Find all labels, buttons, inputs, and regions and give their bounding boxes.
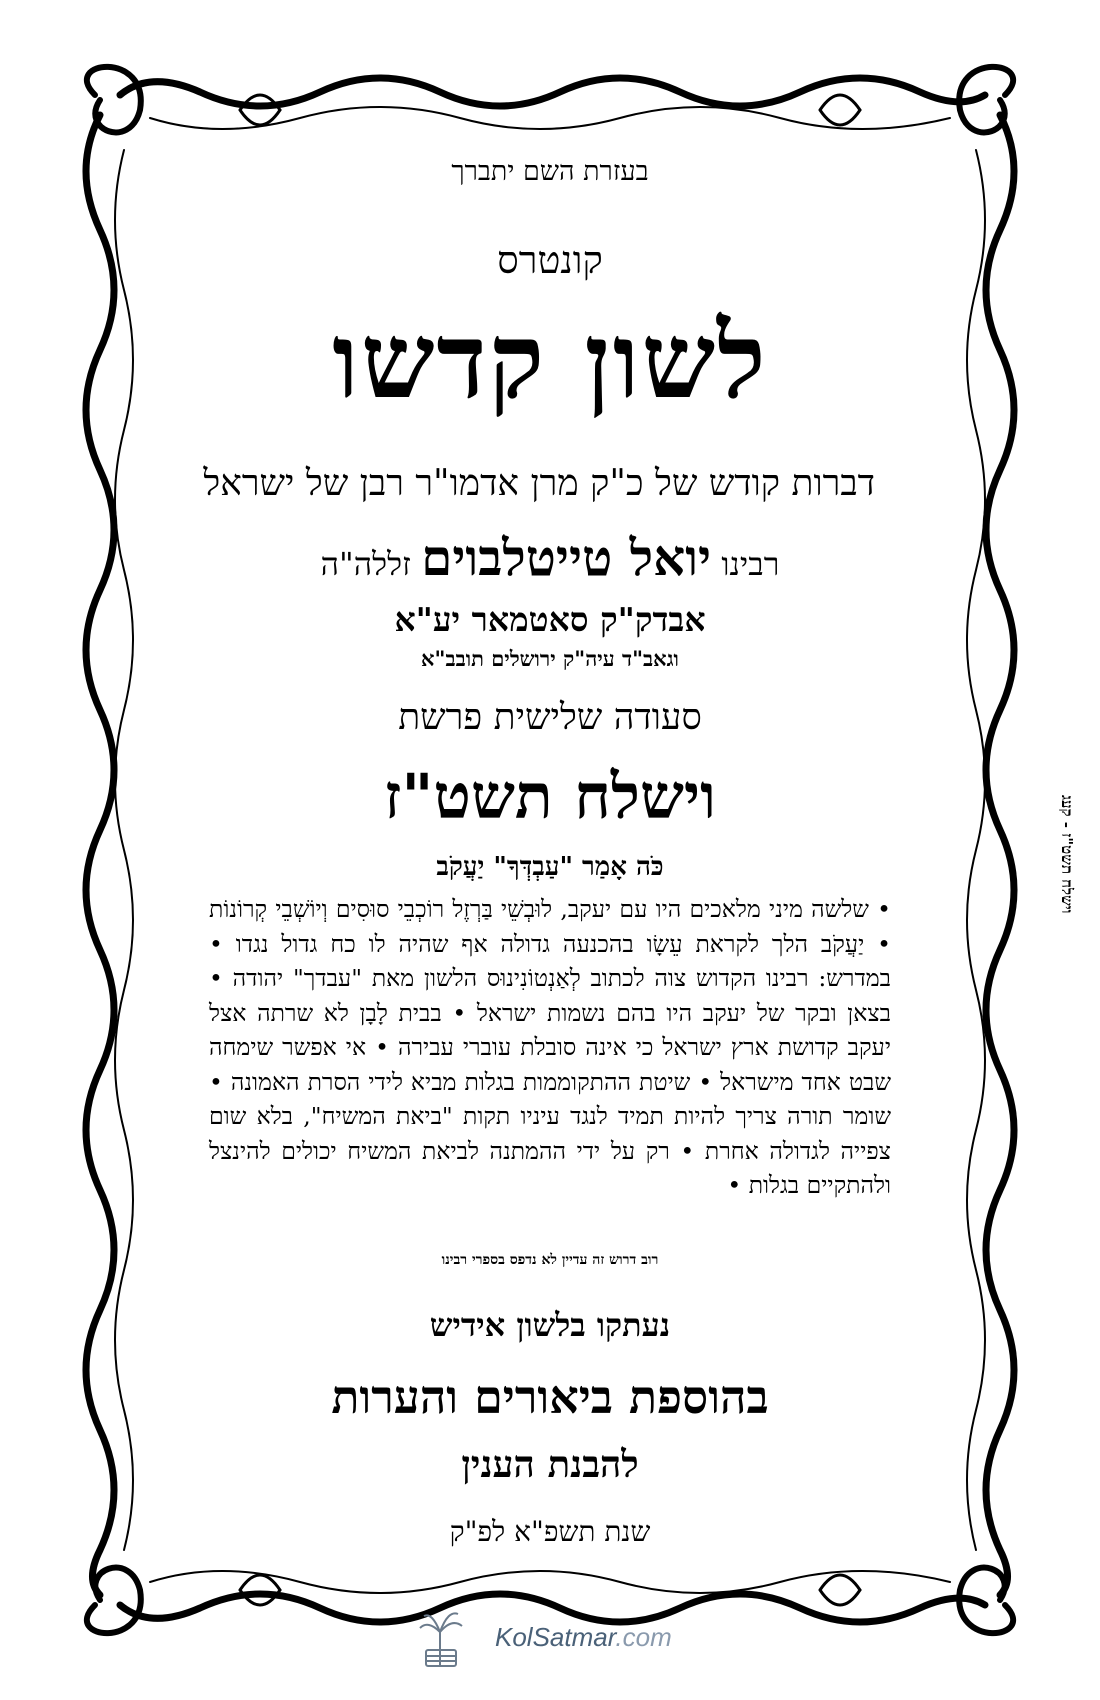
position-2: וגאב"ד עיה"ק ירושלים תובב"א bbox=[421, 646, 679, 671]
name-prefix: רבינו bbox=[721, 545, 780, 583]
kuntres-label: קונטרס bbox=[497, 238, 603, 282]
understanding-line: להבנת הענין bbox=[461, 1442, 639, 1486]
translated-line: נעתקו בלשון אידיש bbox=[429, 1306, 671, 1344]
rebbe-name: יואל טייטלבוים bbox=[421, 528, 712, 587]
print-note: רוב דרוש זה עדיין לא נדפס בספרי רבינו bbox=[441, 1252, 659, 1268]
parsha-year: וישלח תשט"ז bbox=[383, 760, 717, 833]
position-1: אבדק"ק סאטמאר יע"א bbox=[394, 600, 706, 639]
subtitle: דברות קודש של כ"ק מרן אדמו"ר רבן של ישראל bbox=[203, 463, 875, 504]
book-title: לשון קדשו bbox=[332, 299, 768, 422]
side-page-label: וישלח תשט"ז - קעג bbox=[1058, 795, 1076, 914]
title-page bbox=[203, 0, 891, 1700]
verse: כֹּה אָמַר "עַבְדְּךָ" יַעֲקֹב bbox=[436, 852, 664, 882]
additions-line: בהוספת ביאורים והערות bbox=[331, 1370, 769, 1424]
logo-name: KolSatmar bbox=[495, 1622, 616, 1652]
blessing: בעזרת השם יתברך bbox=[451, 156, 649, 187]
rebbe-name-line bbox=[225, 528, 875, 587]
site-logo bbox=[495, 1622, 672, 1653]
seuda-line: סעודה שלישית פרשת bbox=[398, 697, 702, 738]
name-suffix: זללה"ה bbox=[320, 545, 411, 583]
summary-paragraph: • שלשה מיני מלאכים היו עם יעקב, לוּבְשֵׁי בַּרְזֶל רוֹכְבֵי סוּסִים וְיוֹשְׁבֵי קְרוֹנוֹת • יַעֲקֹב הלך לקראת עֵשָׂו בהכנעה גדולה אף שהיה לו כח גדול נגדו • במדרש: רבינו הקדוש צוה לכתוב לְאַנְטוֹנִינוּס הלשון מאת "עבדך" יהודה • בצאן ובקר של יעקב היו בהם נשמות ישראל • בבית לָבָן לא שרתה אצל יעקב קדושת ארץ ישראל כי אינה סובלת עוברי עבירה • אי אפשר שימחה שבט אחד מישראל • שיטת ההתקוממות בגלות מביא לידי הסרת האמונה • שומר תורה צריך להיות תמיד לנגד עיניו תקות "ביאת המשיח", בלא שום צפייה לגדולה אחרת • רק על ידי ההמתנה לביאת המשיח יכולים להינצל ולהתקיים בגלות • bbox=[209, 895, 891, 1199]
year-line: שנת תשפ"א לפ"ק bbox=[449, 1515, 651, 1548]
logo-domain: .com bbox=[615, 1622, 672, 1652]
